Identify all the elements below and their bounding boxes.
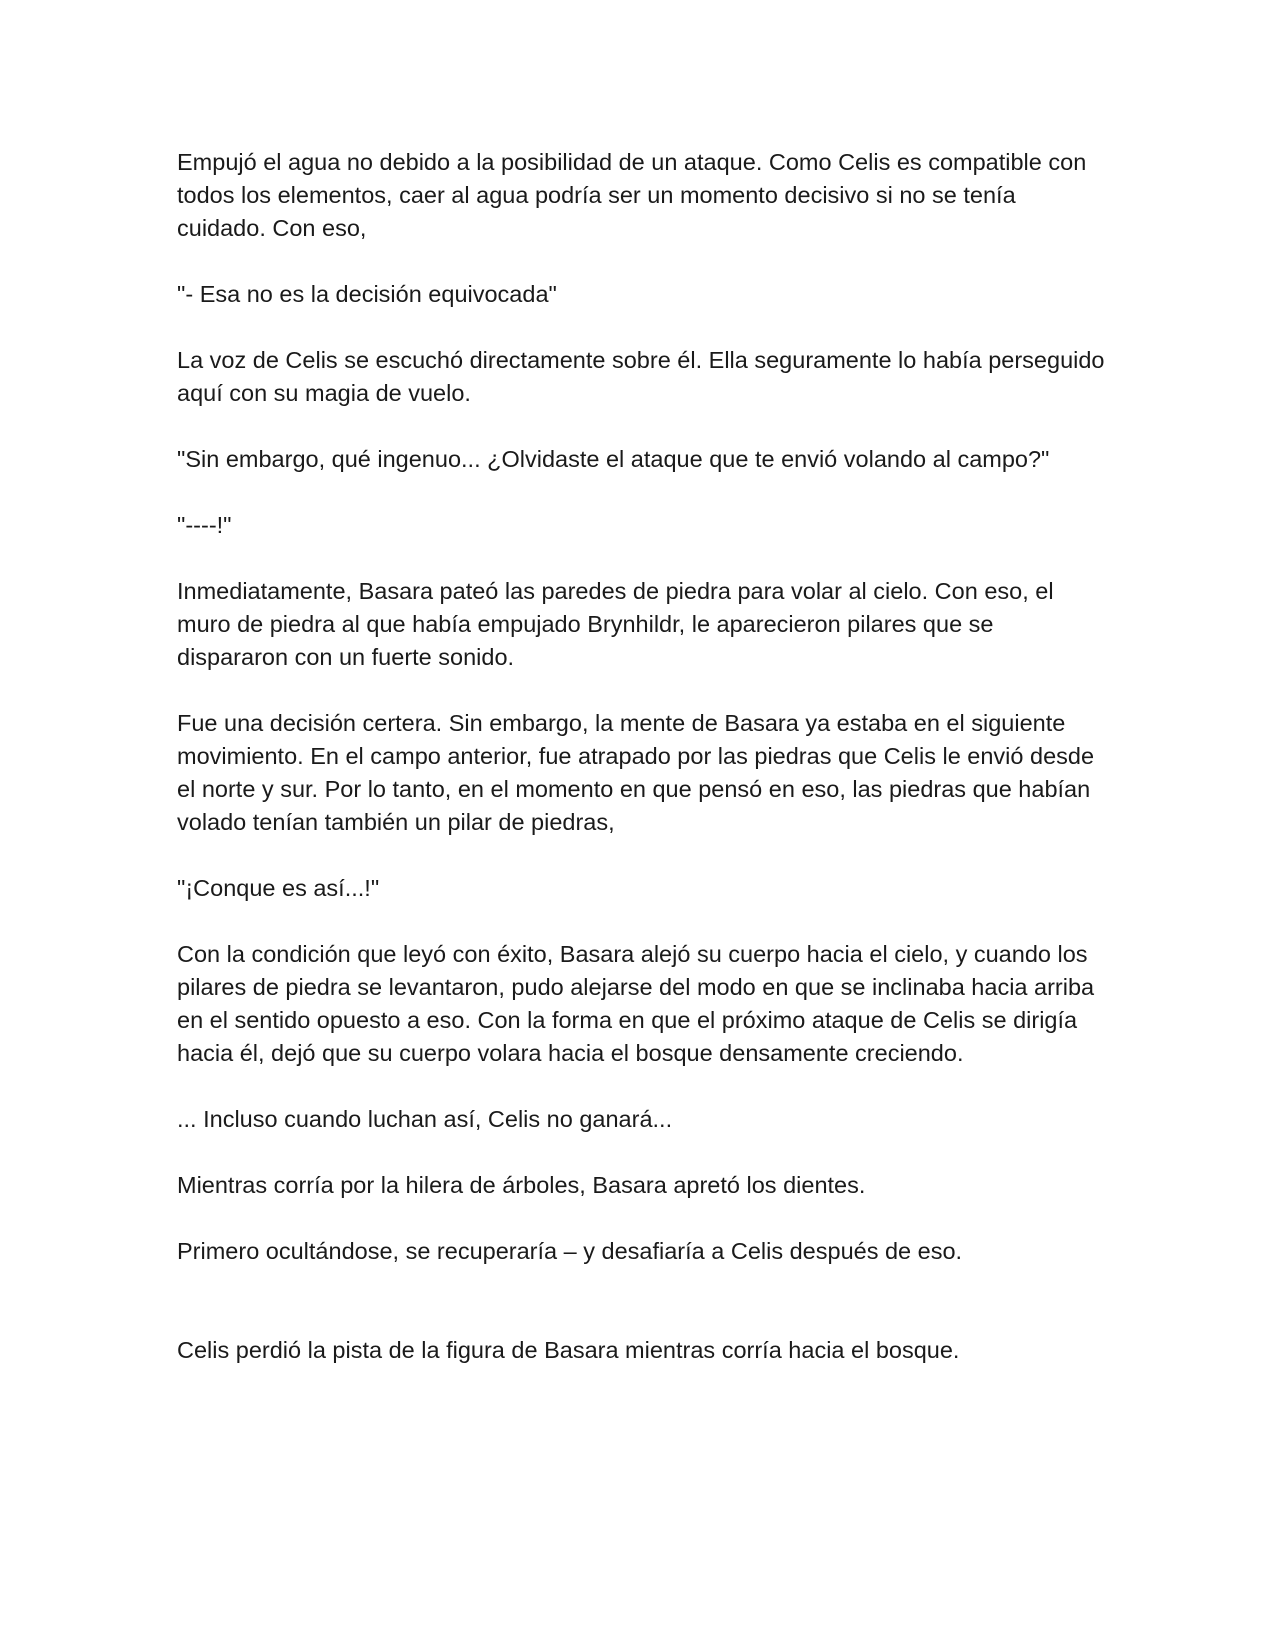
paragraph-8: "¡Conque es así...!" [177, 875, 380, 901]
paragraph-12: Primero ocultándose, se recuperaría – y desafiaría a Celis después de eso. [177, 1238, 963, 1264]
paragraph-13: Celis perdió la pista de la figura de Basara mientras corría hacia el bosque. [177, 1337, 960, 1363]
paragraph-7: Fue una decisión certera. Sin embargo, la mente de Basara ya estaba en el siguiente movimiento. En el campo anterior, fue atrapado por las piedras que Celis le envió desde el norte y sur. Por lo tanto, en el momento en que pensó en eso, las piedras que habían volado tenían también un pilar de piedras, [177, 710, 1095, 835]
paragraph-6: Inmediatamente, Basara pateó las paredes de piedra para volar al cielo. Con eso, el muro de piedra al que había empujado Brynhildr, le aparecieron pilares que se dispararon con un fuerte sonido. [177, 578, 1054, 670]
paragraph-5: "----!" [177, 512, 232, 538]
document-page [177, 146, 1107, 1400]
paragraph-1: Empujó el agua no debido a la posibilidad de un ataque. Como Celis es compatible con todos los elementos, caer al agua podría ser un momento decisivo si no se tenía cuidado. Con eso, [177, 149, 1087, 241]
paragraph-10: ... Incluso cuando luchan así, Celis no ganará... [177, 1106, 673, 1132]
paragraph-11: Mientras corría por la hilera de árboles, Basara apretó los dientes. [177, 1172, 866, 1198]
paragraph-2: "- Esa no es la decisión equivocada" [177, 281, 557, 307]
paragraph-3: La voz de Celis se escuchó directamente sobre él. Ella seguramente lo había perseguido aquí con su magia de vuelo. [177, 347, 1105, 406]
paragraph-9: Con la condición que leyó con éxito, Basara alejó su cuerpo hacia el cielo, y cuando los pilares de piedra se levantaron, pudo alejarse del modo en que se inclinaba hacia arriba en el sentido opuesto a eso. Con la forma en que el próximo ataque de Celis se dirigía hacia él, dejó que su cuerpo volara hacia el bosque densamente creciendo. [177, 941, 1095, 1066]
paragraph-4: "Sin embargo, qué ingenuo... ¿Olvidaste el ataque que te envió volando al campo?" [177, 446, 1050, 472]
